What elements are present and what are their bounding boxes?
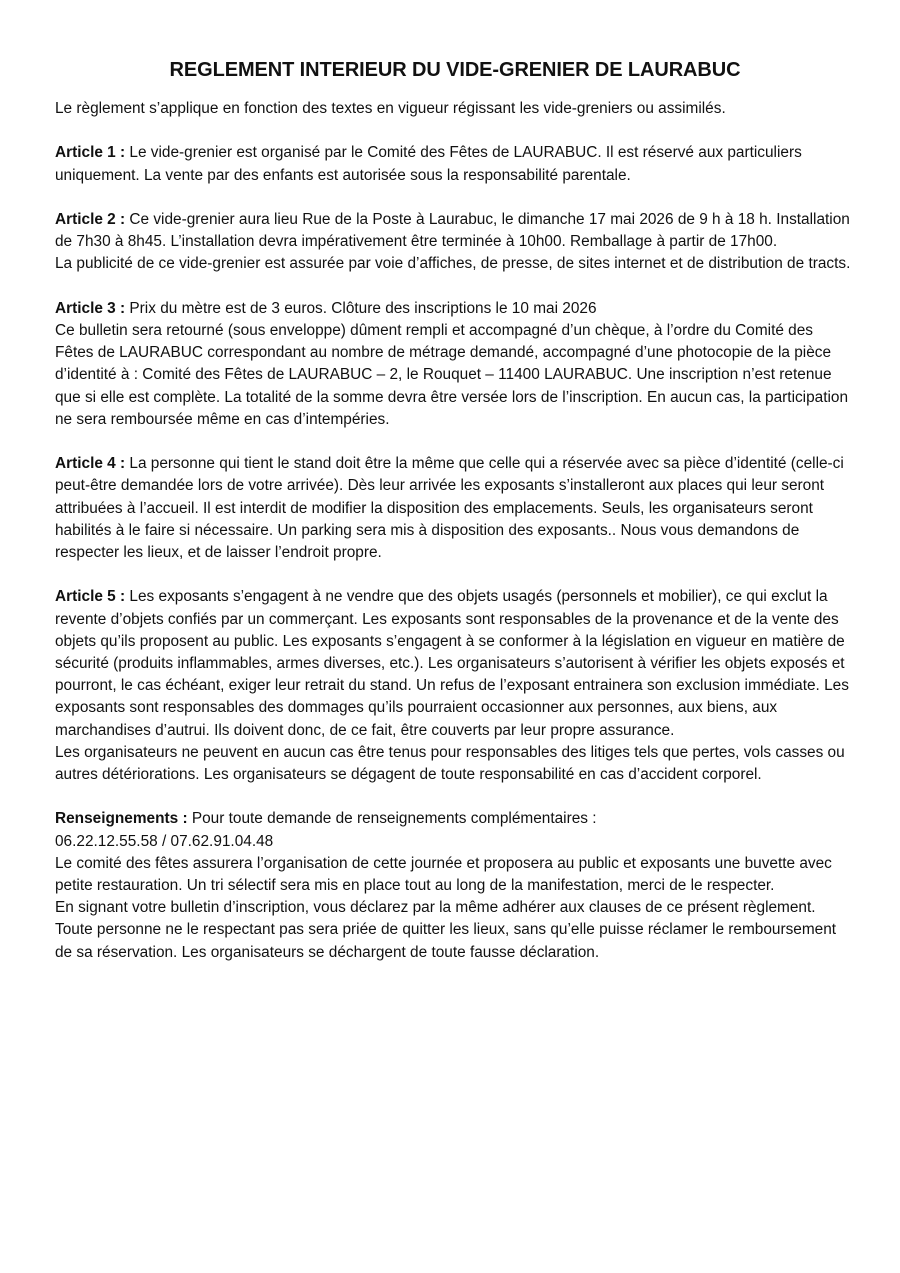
- article-3-bulletin: Ce bulletin sera retourné (sous enveloppe) dûment rempli et accompagné d’un chèque, à l’ordre du Comité des Fêtes de LAURABUC correspondant au nombre de métrage demandé, accompagné d’une photocopie de la pièce d’identité à : Comité des Fêtes de LAURABUC – 2, le Rouquet – 11400 LAURABUC. Une inscription n’est retenue que si elle est complète. La totalité de la somme devra être versée lors de l’inscription. En aucun cas, la participation ne sera remboursée même en cas d’intempéries.: [55, 321, 849, 428]
- renseignements: [55, 808, 855, 830]
- paragraph-gap: [55, 564, 855, 586]
- article-1-text: Le vide-grenier est organisé par le Comité des Fêtes de LAURABUC. Il est réservé aux particuliers uniquement. La vente par des enfants est autorisée sous la responsabilité parentale.: [55, 144, 802, 184]
- article-3-label: Article 3 :: [55, 299, 126, 317]
- renseignements-label: Renseignements :: [55, 810, 188, 828]
- article-2-text: Ce vide-grenier aura lieu Rue de la Poste à Laurabuc, le dimanche 17 mai 2026 de 9 h à 18 h. Installation de 7h30 à 8h45. L’installation devra impérativement être terminée à 10h00. Remballage à partir de 17h00.: [55, 210, 850, 251]
- document-title: REGLEMENT INTERIEUR DU VIDE-GRENIER DE LAURABUC: [169, 59, 741, 81]
- article-4-text: La personne qui tient le stand doit être la même que celle qui a réservée avec sa pièce d’identité (celle-ci peut-être demandée lors de votre arrivée). Dès leur arrivée les exposants s’installeront aux places qui leur seront attribuées à l’accueil. Il est interdit de modifier la disposition des emplacements. Seuls, les organisateurs seront habilités à le faire si nécessaire. Un parking sera mis à disposition des exposants.. Nous vous demandons de respecter les lieux, et de laisser l’endroit propre.: [55, 455, 844, 561]
- signature-clause: En signant votre bulletin d’inscription, vous déclarez par la même adhérer aux clauses de ce présent règlement. Toute personne ne le respectant pas sera priée de quitter les lieux, sans qu’elle puisse réclamer le remboursement de sa réservation. Les organisateurs se déchargent de toute fausse déclaration.: [55, 899, 837, 961]
- renseignements-text: Pour toute demande de renseignements complémentaires :: [187, 810, 597, 828]
- article-1: [55, 142, 855, 186]
- intro-paragraph: Le règlement s’applique en fonction des textes en vigueur régissant les vide-greniers ou assimilés.: [55, 100, 726, 117]
- article-5-label: Article 5 :: [55, 588, 126, 606]
- article-2-label: Article 2 :: [55, 210, 126, 228]
- article-3-text: Prix du mètre est de 3 euros. Clôture des inscriptions le 10 mai 2026: [125, 299, 597, 317]
- article-3: [55, 298, 855, 320]
- article-4-label: Article 4 :: [55, 455, 126, 473]
- article-5-text: Les exposants s’engagent à ne vendre que des objets usagés (personnels et mobilier), ce qui exclut la revente d’objets confiés par un commerçant. Les exposants sont responsables de la provenance et de la vente des objets qu’ils proposent au public. Les exposants s’engagent à se conformer à la législation en vigueur en matière de sécurité (produits inflammables, armes diverses, etc.). Les organisateurs s’autorisent à vérifier les objets exposés et pourront, le cas échéant, exiger leur retrait du stand. Un refus de l’exposant entrainera son exclusion immédiate. Les exposants sont responsables des dommages qu’ils pourraient occasionner aux personnes, aux biens, aux marchandises d’autrui. Ils doivent donc, de ce fait, être couverts par leur propre assurance.: [55, 588, 849, 739]
- article-1-label: Article 1 :: [55, 144, 126, 162]
- contact-phones: 06.22.12.55.58 / 07.62.91.04.48: [55, 832, 274, 850]
- paragraph-gap: [55, 120, 855, 142]
- paragraph-gap: [55, 786, 855, 808]
- buvette-paragraph: Le comité des fêtes assurera l’organisation de cette journée et proposera au public et exposants une buvette avec petite restauration. Un tri sélectif sera mis en place tout au long de la manifestation, merci de le respecter.: [55, 854, 832, 895]
- article-5: [55, 586, 855, 741]
- paragraph-gap: [55, 431, 855, 453]
- paragraph-gap: [55, 187, 855, 209]
- article-5-liability: Les organisateurs ne peuvent en aucun cas être tenus pour responsables des litiges tels que pertes, vols casses ou autres détériorations. Les organisateurs se dégagent de toute responsabilité en cas d’accident corporel.: [55, 743, 845, 784]
- paragraph-gap: [55, 276, 855, 298]
- article-4: [55, 453, 855, 564]
- article-2-publicity: La publicité de ce vide-grenier est assurée par voie d’affiches, de presse, de sites internet et de distribution de tracts.: [55, 255, 851, 273]
- document-page: [55, 56, 855, 964]
- article-2: [55, 209, 855, 253]
